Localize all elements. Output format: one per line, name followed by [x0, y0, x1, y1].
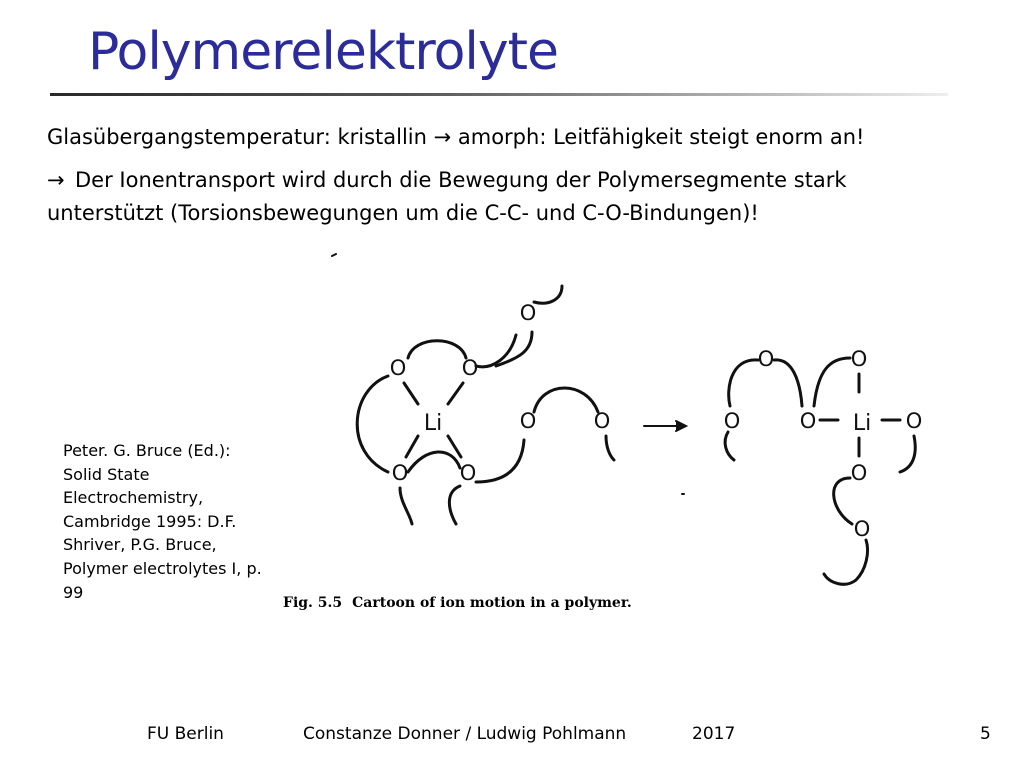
slide-title: Polymerelektrolyte — [88, 22, 559, 82]
citation-note: Peter. G. Bruce (Ed.): Solid State Electrochemistry, Cambridge 1995: D.F. Shriver, P.G. Bruce, Polymer electrolytes I, p. 99 — [63, 441, 262, 602]
arrow-right-icon: → — [47, 168, 65, 192]
oxygen-label: O — [853, 517, 871, 541]
polymer-ion-motion-figure — [270, 240, 950, 599]
text-line-1: Glasübergangstemperatur: kristallin → amorph: Leitfähigkeit steigt enorm an! — [47, 125, 865, 149]
oxygen-label: O — [850, 347, 868, 371]
li-ion-label-right: Li — [852, 411, 872, 436]
li-ion-label-left: Li — [423, 411, 443, 436]
footer-page-number: 5 — [980, 724, 991, 744]
figure-caption-number: Fig. 5.5 — [283, 595, 343, 611]
oxygen-label: O — [799, 409, 817, 433]
text-line-2-content: Der Ionentransport wird durch die Bewegung der Polymersegmente stark — [75, 168, 847, 192]
oxygen-label: O — [905, 409, 923, 433]
footer-institution: FU Berlin — [147, 724, 224, 744]
oxygen-label: O — [850, 461, 868, 485]
footer-authors: Constanze Donner / Ludwig Pohlmann — [303, 724, 627, 744]
oxygen-label: O — [723, 409, 741, 433]
oxygen-label: O — [459, 461, 477, 485]
oxygen-label: O — [389, 356, 407, 380]
figure-caption-text: Cartoon of ion motion in a polymer. — [352, 595, 632, 611]
oxygen-label: O — [519, 409, 537, 433]
oxygen-label: O — [757, 347, 775, 371]
oxygen-label: O — [593, 409, 611, 433]
oxygen-label: O — [391, 461, 409, 485]
left-polymer-group — [357, 286, 686, 524]
text-line-2 — [47, 165, 847, 196]
figure-caption — [283, 595, 632, 611]
footer-year: 2017 — [692, 724, 736, 744]
oxygen-label: O — [461, 356, 479, 380]
title-divider — [50, 93, 948, 96]
text-line-3: unterstützt (Torsionsbewegungen um die C-C- und C-O-Bindungen)! — [47, 201, 759, 225]
oxygen-label: O — [519, 301, 537, 325]
right-polymer-group — [724, 347, 923, 584]
